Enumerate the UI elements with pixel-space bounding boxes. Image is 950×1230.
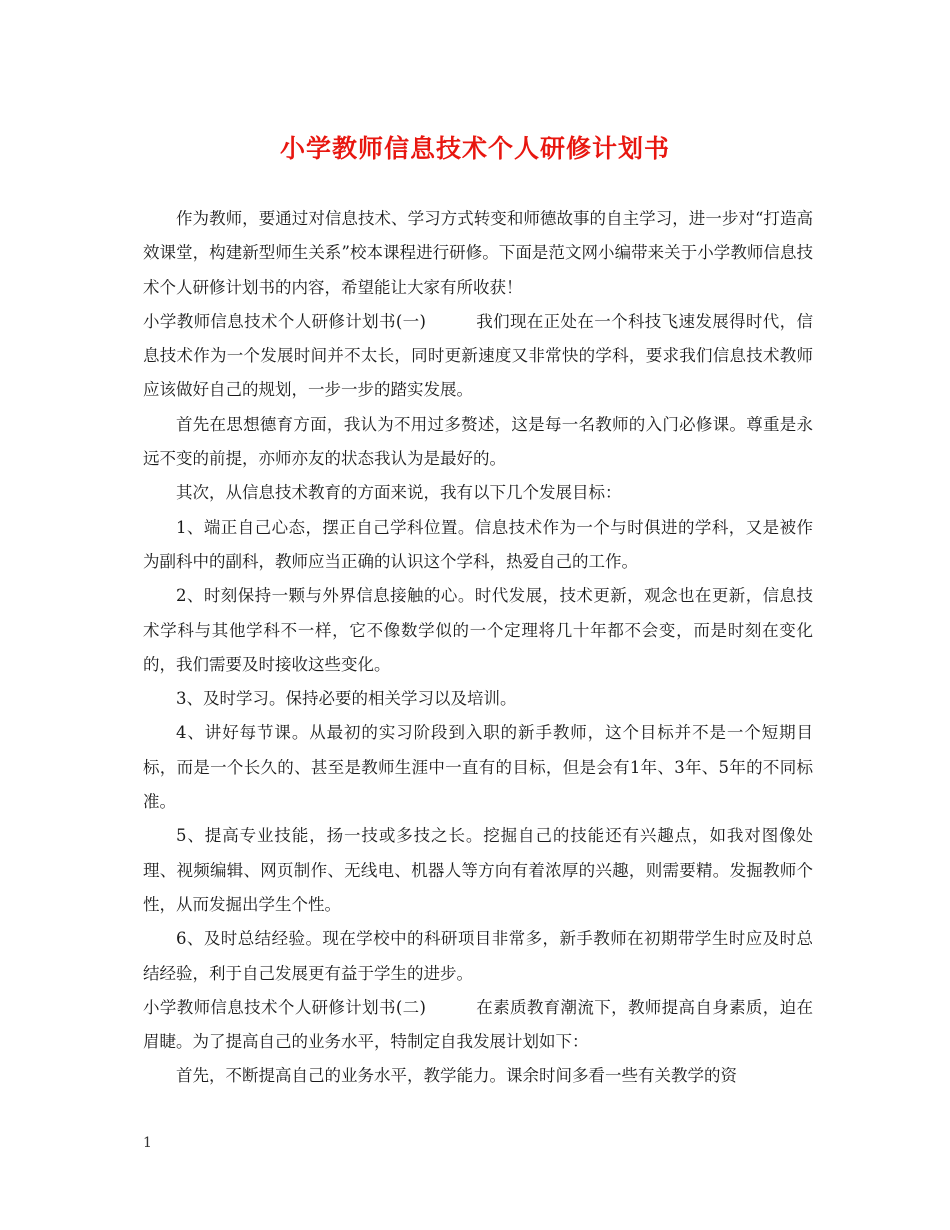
last-paragraph: 首先，不断提高自己的业务水平，教学能力。课余时间多看一些有关教学的资: [176, 1066, 737, 1086]
document-body: [143, 202, 813, 1094]
section1-heading: 小学教师信息技术个人研修计划书(一): [143, 311, 426, 331]
section1-paragraph: [143, 305, 813, 408]
goals-intro-paragraph: 其次，从信息技术教育的方面来说，我有以下几个发展目标：: [176, 483, 622, 503]
section1-text: 我们现在正处在一个科技飞速发展得时代，信息技术作为一个发展时间并不太长，同时更新速度又非常快的学科，要求我们信息技术教师应该做好自己的规划，一步一步的踏实发展。: [143, 311, 814, 400]
document-title: 小学教师信息技术个人研修计划书: [279, 134, 670, 163]
goal-4: 4、讲好每节课。从最初的实习阶段到入职的新手教师，这个目标并不是一个短期目标，而是一个长久的、甚至是教师生涯中一直有的目标，但是会有1年、3年、5年的不同标准。: [143, 723, 813, 812]
page-number: 1: [143, 1135, 152, 1151]
intro-paragraph: 作为教师，要通过对信息技术、学习方式转变和师德故事的自主学习，进一步对“打造高效课堂，构建新型师生关系”校本课程进行研修。下面是范文网小编带来关于小学教师信息技术个人研修计划书的内容，希望能让大家有所收获！: [143, 209, 813, 297]
goal-2: 2、时刻保持一颗与外界信息接触的心。时代发展，技术更新，观念也在更新，信息技术学科与其他学科不一样，它不像数学似的一个定理将几十年都不会变，而是时刻在变化的，我们需要及时接收这些变化。: [143, 586, 813, 674]
section2-text: 在素质教育潮流下，教师提高自身素质，迫在眉睫。为了提高自己的业务水平，特制定自我发展计划如下：: [143, 997, 814, 1052]
moral-paragraph: 首先在思想德育方面，我认为不用过多赘述，这是每一名教师的入门必修课。尊重是永远不变的前提，亦师亦友的状态我认为是最好的。: [143, 414, 813, 469]
section2-heading: 小学教师信息技术个人研修计划书(二): [143, 997, 426, 1017]
goal-5: 5、提高专业技能，扬一技或多技之长。挖掘自己的技能还有兴趣点，如我对图像处理、视频编辑、网页制作、无线电、机器人等方向有着浓厚的兴趣，则需要精。发掘教师个性，从而发掘出学生个性。: [143, 826, 813, 914]
goal-6: 6、及时总结经验。现在学校中的科研项目非常多，新手教师在初期带学生时应及时总结经验，利于自己发展更有益于学生的进步。: [143, 929, 813, 983]
goal-1: 1、端正自己心态，摆正自己学科位置。信息技术作为一个与时俱进的学科，又是被作为副科中的副科，教师应当正确的认识这个学科，热爱自己的工作。: [143, 517, 813, 571]
section2-paragraph: [143, 991, 813, 1060]
goal-3: 3、及时学习。保持必要的相关学习以及培训。: [176, 689, 517, 709]
